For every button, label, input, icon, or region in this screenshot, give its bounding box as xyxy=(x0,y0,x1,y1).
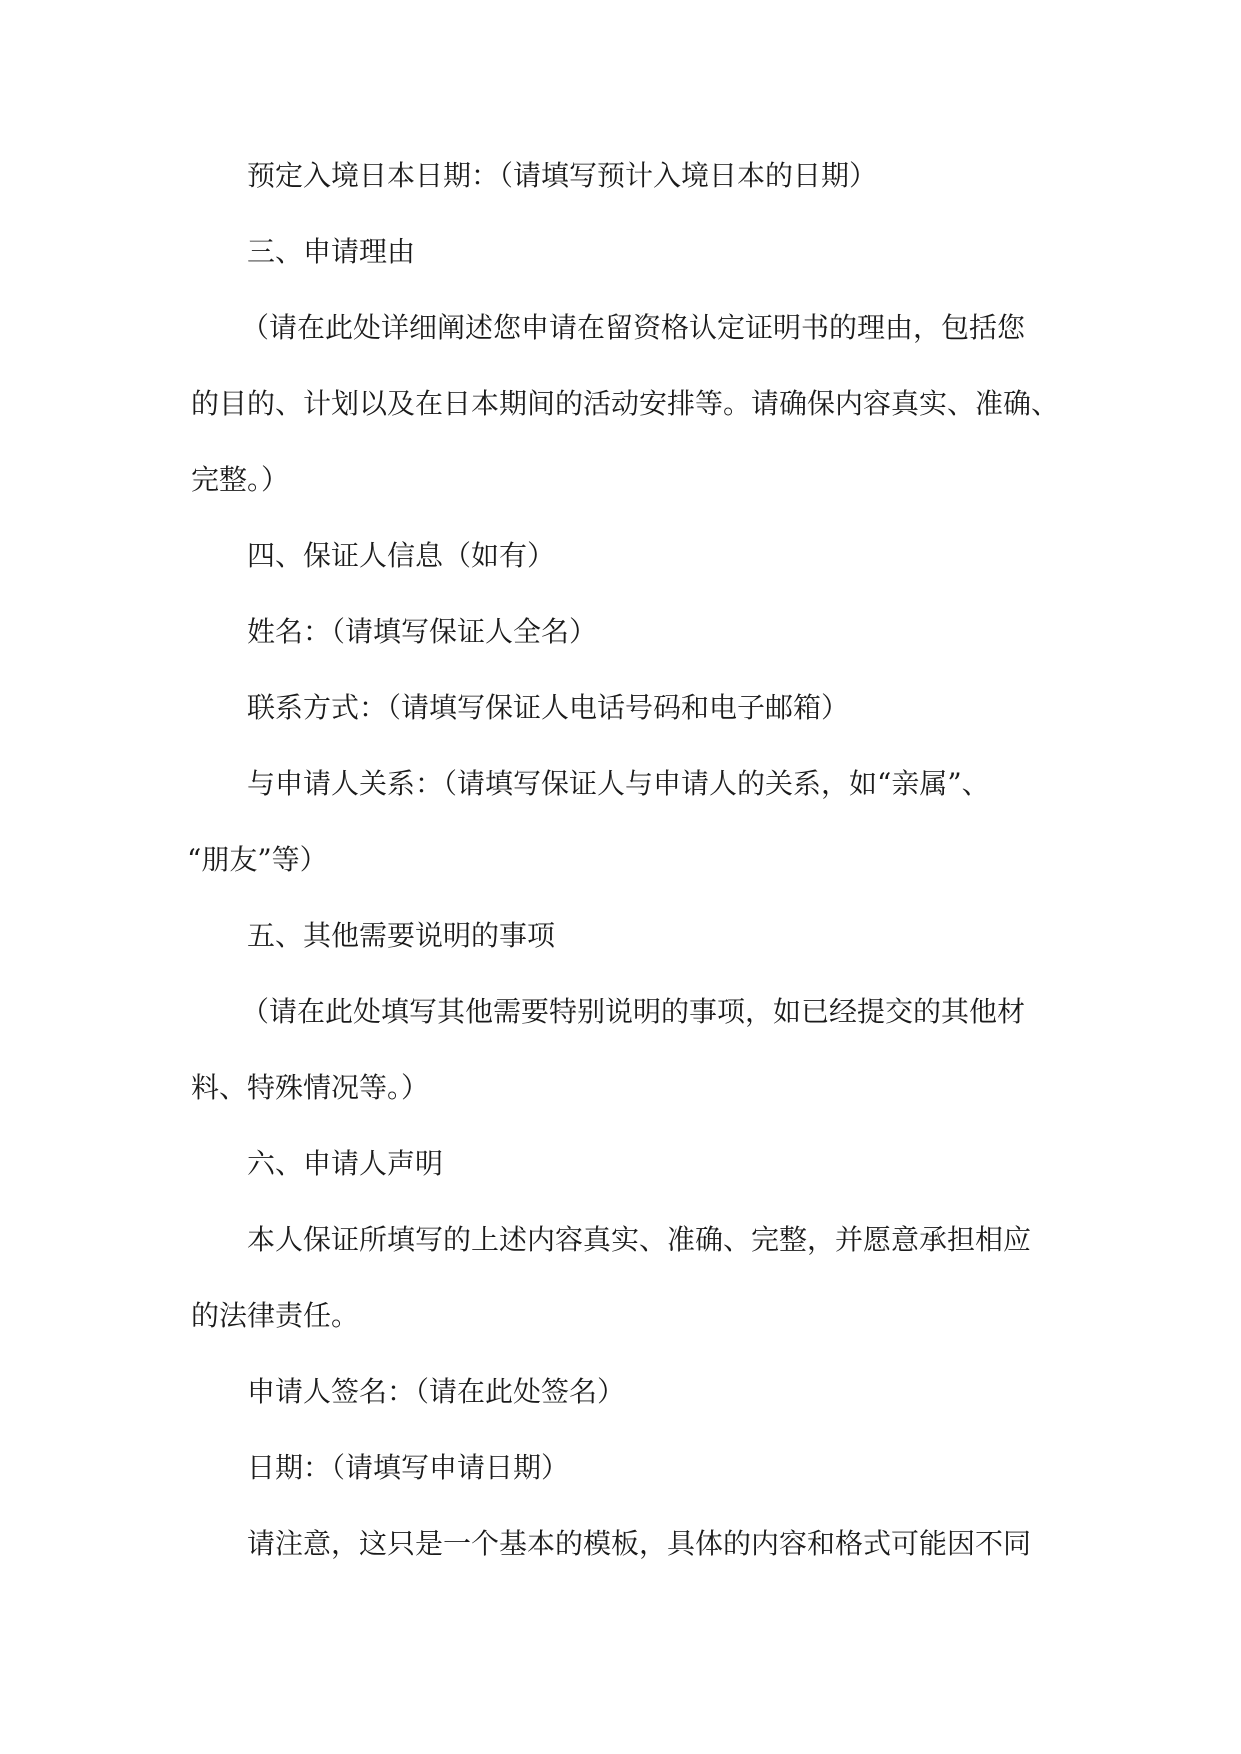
reason-paragraph-line-3: 完整。） xyxy=(191,463,290,496)
section-heading-other: 五、其他需要说明的事项 xyxy=(247,919,556,952)
reason-paragraph-line-2: 的目的、计划以及在日本期间的活动安排等。请确保内容真实、准确、 xyxy=(191,387,1060,420)
declaration-paragraph-line-2: 的法律责任。 xyxy=(191,1299,360,1332)
guarantor-relation-line-1: 与申请人关系：（请填写保证人与申请人的关系，如“亲属”、 xyxy=(247,767,990,800)
other-paragraph-line-2: 料、特殊情况等。） xyxy=(191,1071,430,1104)
note-line: 请注意，这只是一个基本的模板，具体的内容和格式可能因不同 xyxy=(247,1527,1032,1560)
date-line: 日期：（请填写申请日期） xyxy=(247,1451,570,1484)
entry-date-line: 预定入境日本日期：（请填写预计入境日本的日期） xyxy=(247,159,878,192)
section-heading-reason: 三、申请理由 xyxy=(247,235,416,268)
document-body xyxy=(187,138,1060,1582)
declaration-paragraph-line-1: 本人保证所填写的上述内容真实、准确、完整，并愿意承担相应 xyxy=(247,1223,1032,1256)
guarantor-relation-line-2: “朋友”等） xyxy=(187,843,328,876)
reason-paragraph-line-1: （请在此处详细阐述您申请在留资格认定证明书的理由，包括您 xyxy=(241,311,1026,344)
section-heading-declaration: 六、申请人声明 xyxy=(247,1147,444,1180)
other-paragraph-line-1: （请在此处填写其他需要特别说明的事项，如已经提交的其他材 xyxy=(241,995,1026,1028)
guarantor-contact-line: 联系方式：（请填写保证人电话号码和电子邮箱） xyxy=(247,691,850,724)
guarantor-name-line: 姓名：（请填写保证人全名） xyxy=(247,615,598,648)
section-heading-guarantor: 四、保证人信息（如有） xyxy=(247,539,556,572)
signature-line: 申请人签名：（请在此处签名） xyxy=(247,1375,626,1408)
